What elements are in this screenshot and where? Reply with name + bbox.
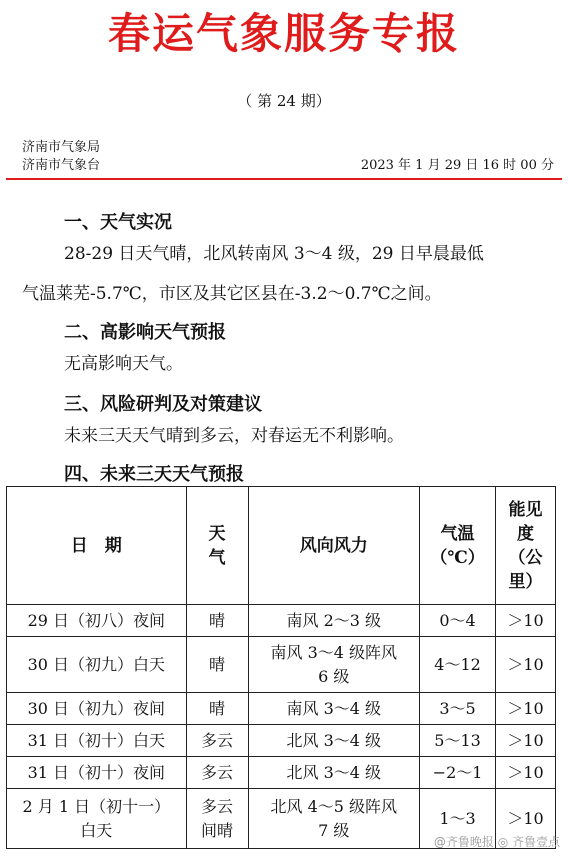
document-title: 春运气象服务专报 xyxy=(107,9,460,58)
header-visibility: 能见 度 （公 里） xyxy=(496,487,556,605)
cell-weather: 多云 间晴 xyxy=(186,789,248,849)
section-4-heading: 四、未来三天天气预报 xyxy=(64,464,244,485)
section-3-text: 未来三天天气晴到多云，对春运无不利影响。 xyxy=(64,426,404,446)
header-temperature: 气温 （℃） xyxy=(420,487,496,605)
cell-wind: 南风 2～3 级 xyxy=(248,605,420,637)
watermark: @齐鲁晚报 ◎ 齐鲁壹点 xyxy=(433,835,560,849)
cell-wind: 南风 3～4 级 xyxy=(248,693,420,725)
cell-temperature: 1～3 xyxy=(420,789,496,849)
cell-wind: 北风 3～4 级 xyxy=(248,725,420,757)
cell-weather: 多云 xyxy=(186,757,248,789)
cell-wind: 北风 4～5 级阵风 7 级 xyxy=(248,789,420,849)
cell-temperature: 0～4 xyxy=(420,605,496,637)
cell-date: 30 日（初九）夜间 xyxy=(7,693,187,725)
cell-date: 2 月 1 日（初十一） 白天 xyxy=(7,789,187,849)
section-1-line-2: 气温莱芜-5.7℃，市区及其它区县在-3.2～0.7℃之间。 xyxy=(22,284,442,304)
cell-date: 30 日（初九）白天 xyxy=(7,637,187,693)
forecast-table xyxy=(6,486,556,849)
table-row xyxy=(7,605,556,637)
section-2-text: 无高影响天气。 xyxy=(64,354,183,374)
cell-visibility: ＞10 xyxy=(496,637,556,693)
issue-number: （ 第 24 期） xyxy=(237,92,331,110)
table-row xyxy=(7,725,556,757)
cell-wind: 南风 3～4 级阵风 6 级 xyxy=(248,637,420,693)
cell-visibility: ＞10 xyxy=(496,693,556,725)
header-wind: 风向风力 xyxy=(248,487,420,605)
cell-visibility: ＞10 xyxy=(496,757,556,789)
section-1-heading: 一、天气实况 xyxy=(64,212,172,233)
table-row xyxy=(7,637,556,693)
issuer-bureau: 济南市气象局 xyxy=(22,140,101,155)
cell-date: 31 日（初十）夜间 xyxy=(7,757,187,789)
cell-temperature: 5～13 xyxy=(420,725,496,757)
section-2-heading: 二、高影响天气预报 xyxy=(64,322,226,343)
table-header-row xyxy=(7,487,556,605)
cell-weather: 晴 xyxy=(186,637,248,693)
cell-temperature: −2～1 xyxy=(420,757,496,789)
cell-temperature: 4～12 xyxy=(420,637,496,693)
issue-datetime: 2023 年 1 月 29 日 16 时 00 分 xyxy=(360,158,554,173)
red-divider xyxy=(6,178,562,180)
header-date: 日 期 xyxy=(7,487,187,605)
cell-weather: 多云 xyxy=(186,725,248,757)
table-row xyxy=(7,757,556,789)
cell-visibility: ＞10 xyxy=(496,789,556,849)
cell-visibility: ＞10 xyxy=(496,725,556,757)
section-3-heading: 三、风险研判及对策建议 xyxy=(64,394,262,415)
cell-weather: 晴 xyxy=(186,693,248,725)
cell-date: 31 日（初十）白天 xyxy=(7,725,187,757)
cell-visibility: ＞10 xyxy=(496,605,556,637)
cell-weather: 晴 xyxy=(186,605,248,637)
table-row xyxy=(7,693,556,725)
cell-wind: 北风 3～4 级 xyxy=(248,757,420,789)
header-weather: 天 气 xyxy=(186,487,248,605)
cell-date: 29 日（初八）夜间 xyxy=(7,605,187,637)
cell-temperature: 3～5 xyxy=(420,693,496,725)
issuer-observatory: 济南市气象台 xyxy=(22,158,101,173)
section-1-line-1: 28-29 日天气晴，北风转南风 3～4 级，29 日早晨最低 xyxy=(64,244,484,264)
